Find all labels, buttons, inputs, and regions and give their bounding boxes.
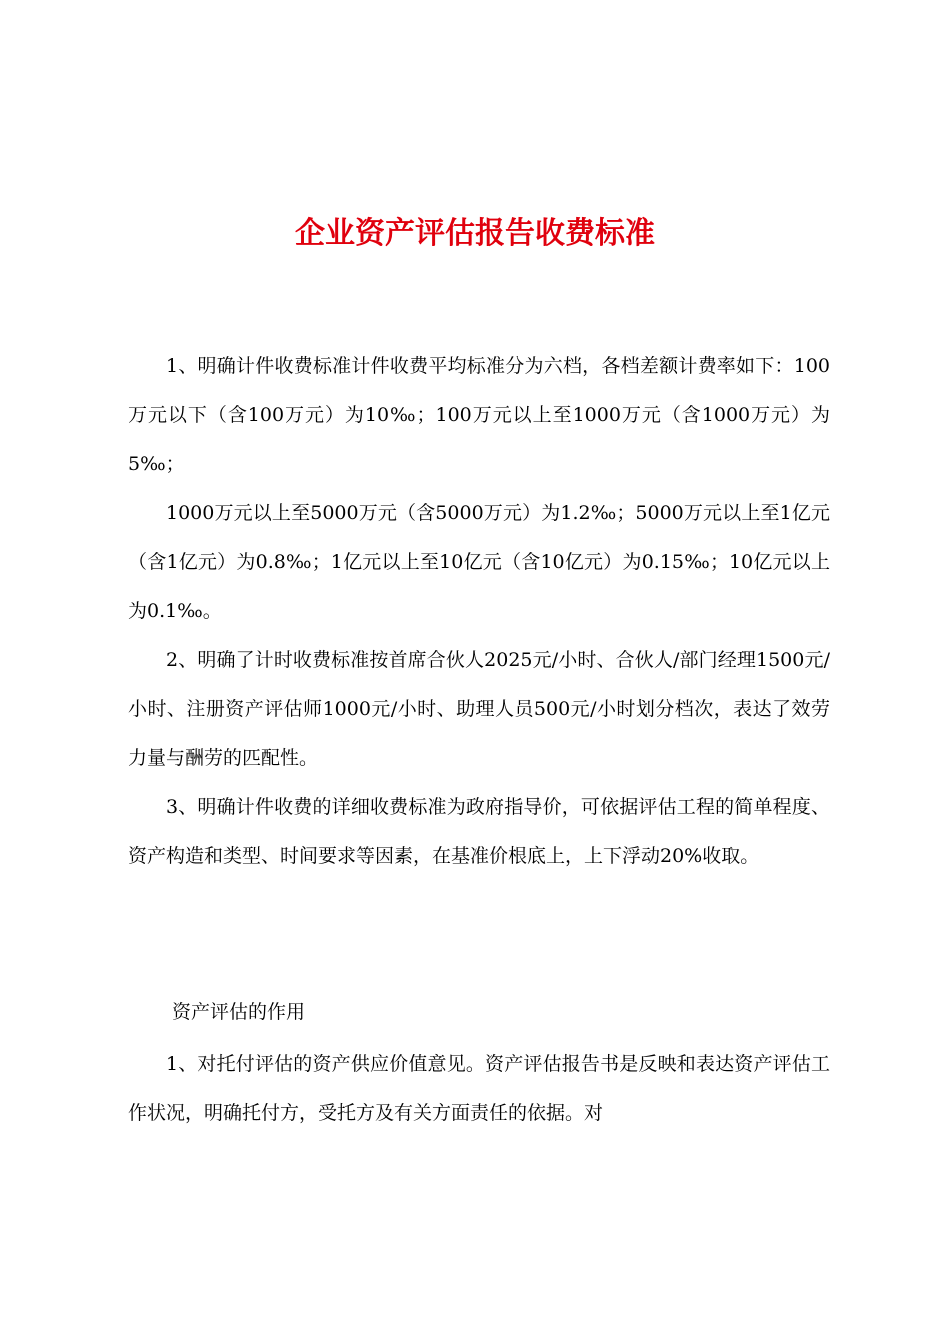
section-body xyxy=(128,1040,830,1138)
paragraph-valuation-opinion: 1、对托付评估的资产供应价值意见。资产评估报告书是反映和表达资产评估工作状况，明确托付方，受托方及有关方面责任的依据。对 xyxy=(128,1053,830,1124)
paragraph-hourly-rate: 2、明确了计时收费标准按首席合伙人2025元/小时、合伙人/部门经理1500元/小时、注册资产评估师1000元/小时、助理人员500元/小时划分档次，表达了效劳力量与酬劳的匹配性。 xyxy=(128,649,830,769)
paragraph-piece-rate-continued: 1000万元以上至5000万元（含5000万元）为1.2‰；5000万元以上至1亿元（含1亿元）为0.8‰；1亿元以上至10亿元（含10亿元）为0.15‰；10亿元以上为0.1‰。 xyxy=(128,502,830,622)
section-heading: 资产评估的作用 xyxy=(172,1001,306,1023)
fee-standard-body xyxy=(128,342,830,881)
paragraph-guidance-price: 3、明确计件收费的详细收费标准为政府指导价，可依据评估工程的简单程度、资产构造和类型、时间要求等因素，在基准价根底上，上下浮动20%收取。 xyxy=(128,796,830,867)
paragraph-piece-rate: 1、明确计件收费标准计件收费平均标准分为六档，各档差额计费率如下：100万元以下（含100万元）为10‰；100万元以上至1000万元（含1000万元）为5‰； xyxy=(128,355,830,475)
document-title: 企业资产评估报告收费标准 xyxy=(295,216,655,251)
